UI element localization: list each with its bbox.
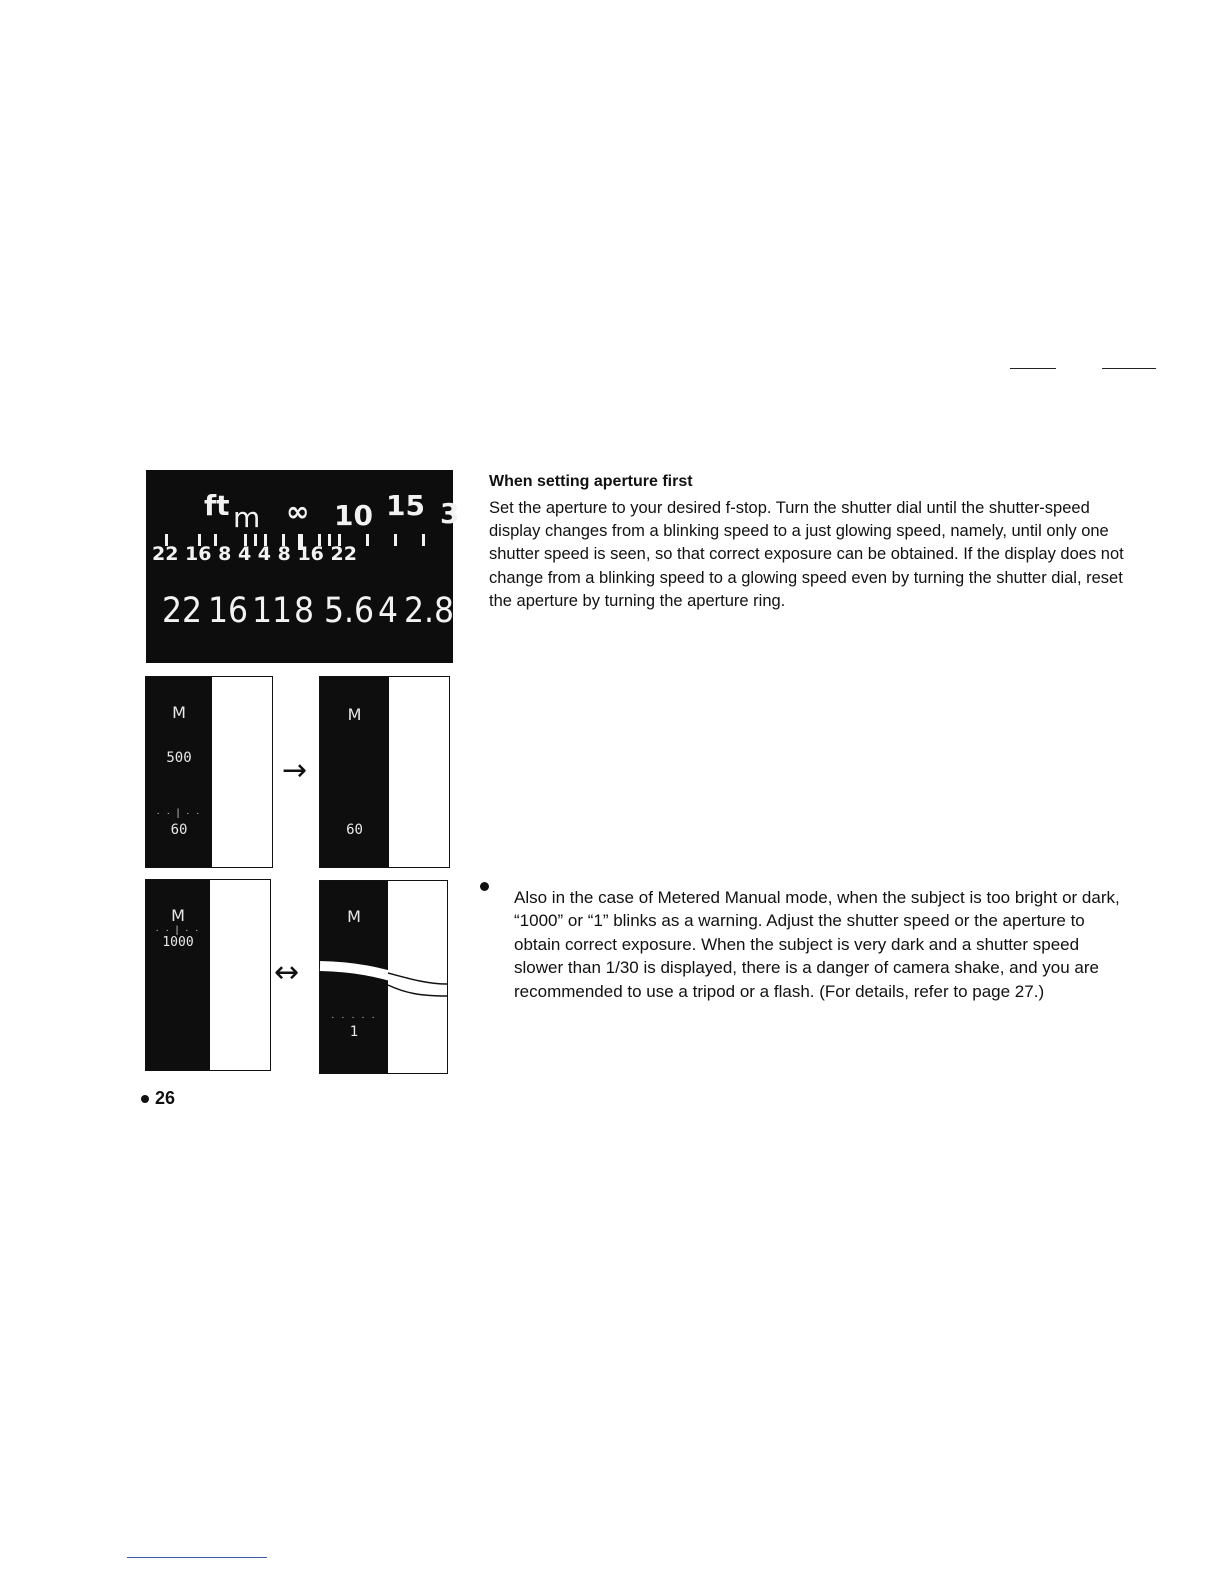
viewfinder-panel-overexposure: M · · | · · 1000 (145, 879, 271, 1071)
aperture-11: 11 (252, 591, 293, 631)
distance-unit-ft: ft (204, 489, 230, 522)
viewfinder-panel-underexposure: M · · · · · 1 (319, 880, 448, 1074)
page-number-value: 26 (155, 1088, 176, 1108)
metered-manual-note: Also in the case of Metered Manual mode, when the subject is too bright or dark, “1000” or “1” blinks as a warning. Adjust the shutter speed or the aperture to obtain correct exposure. When the subject is very dark and a shutter speed slower than 1/30 is displayed, there is a danger of camera shake, and you are recommended to use a tripod or a flash. (For details, refer to page 27.) (514, 888, 1120, 1001)
aperture-16: 16 (208, 591, 249, 631)
scale-curve (320, 881, 447, 1073)
mode-indicator: M (347, 907, 361, 926)
lens-scale-illustration (146, 470, 460, 663)
mode-indicator: M (172, 703, 186, 722)
aperture-5-6: 5.6 (324, 591, 375, 631)
aperture-22: 22 (162, 591, 203, 631)
top-rule-right (1102, 368, 1156, 369)
shutter-speed-60: 60 (346, 822, 363, 838)
aperture-2-8: 2.8 (404, 591, 455, 631)
section-heading: When setting aperture first (489, 473, 693, 490)
distance-10: 10 (334, 499, 373, 532)
bullet-icon (141, 1095, 149, 1103)
viewfinder-panel-before: M 500 · · | · · 60 (145, 676, 273, 868)
distance-3: 3 (440, 497, 460, 530)
mode-indicator: M (347, 705, 362, 724)
page-number (141, 1088, 175, 1109)
distance-infinity: ∞ (286, 495, 310, 528)
arrow-right-icon: → (282, 753, 308, 788)
top-rule-left (1010, 368, 1056, 369)
aperture-8: 8 (294, 591, 315, 631)
arrow-both-icon: ↔ (274, 955, 300, 990)
shutter-speed-500: 500 (166, 750, 192, 766)
viewfinder-panel-after (319, 676, 450, 868)
distance-unit-m: m (233, 501, 261, 534)
section-paragraph: Set the aperture to your desired f-stop. Turn the shutter dial until the shutter-speed display changes from a blinking speed to a just glowing speed, namely, until only one shutter speed is seen, so that correct exposure can be obtained. If the display does not change from a blinking speed to a glowing speed even by turning the shutter dial, reset the aperture by turning the aperture ring. (489, 499, 1124, 610)
shutter-speed-1: 1 (349, 1024, 359, 1040)
depth-of-field-scale: 22 16 8 4 4 8 16 22 (152, 543, 357, 565)
aperture-4: 4 (378, 591, 399, 631)
distance-15: 15 (386, 489, 425, 522)
bullet-icon (480, 882, 489, 891)
bottom-rule (127, 1557, 267, 1558)
mode-indicator: M (171, 906, 185, 925)
shutter-speed-1000: 1000 (162, 935, 194, 950)
shutter-speed-60: 60 (170, 822, 188, 838)
